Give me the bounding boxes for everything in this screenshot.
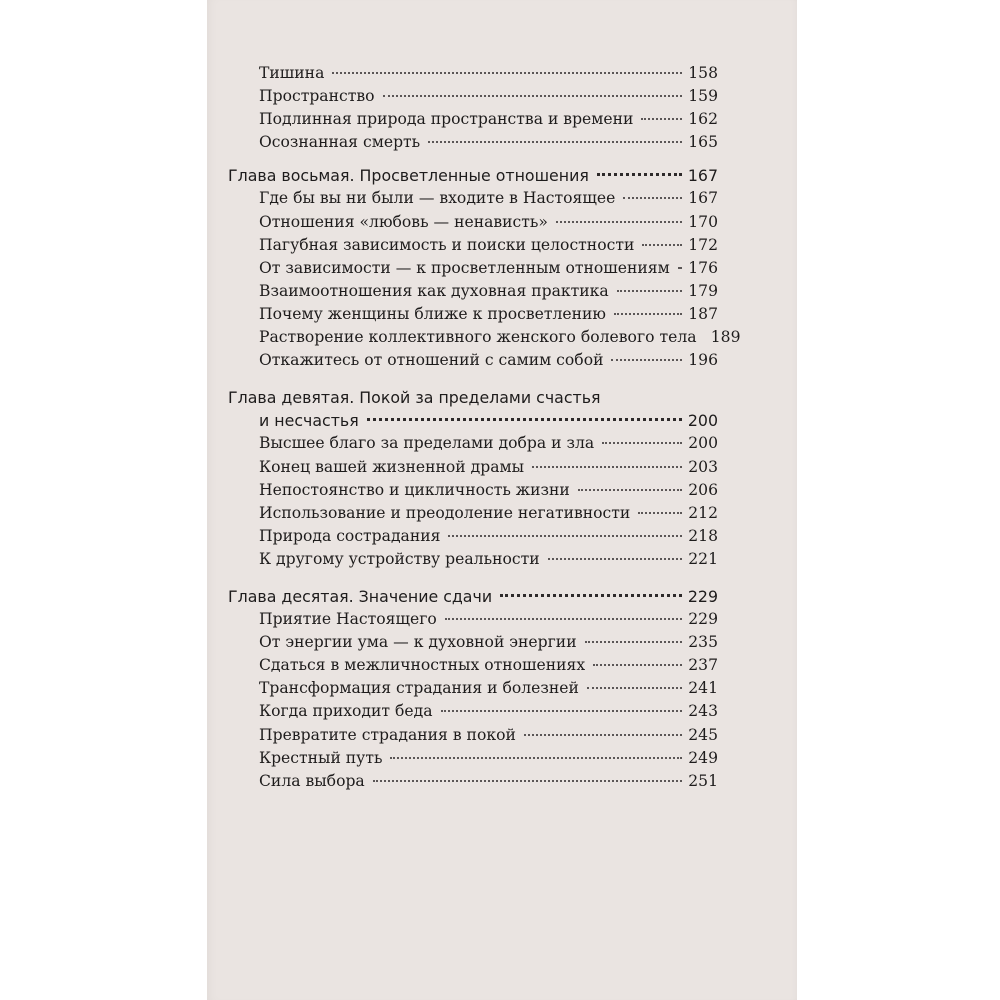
entry-page-number: 172	[688, 235, 718, 254]
entry-title: Крестный путь	[259, 748, 383, 767]
entry-page-number: 203	[688, 457, 718, 476]
chapter-heading	[228, 585, 718, 608]
entry-title: Превратите страдания в покой	[259, 725, 516, 744]
entry-title: Отношения «любовь — ненависть»	[259, 212, 548, 231]
entry-title: Тишина	[259, 64, 325, 82]
toc-entry	[228, 747, 718, 770]
chapter-title-continuation: и несчастья	[259, 411, 359, 431]
entry-title: Трансформация страдания и болезней	[259, 679, 579, 698]
entry-title: Растворение коллективного женского болевого тела	[259, 328, 697, 347]
chapter-heading	[228, 386, 718, 409]
toc-entry	[228, 257, 718, 280]
toc-entry	[228, 187, 718, 210]
entry-page-number: 241	[688, 679, 718, 698]
entry-title: Осознанная смерть	[259, 133, 421, 152]
entry-page-number: 229	[688, 610, 718, 629]
dot-leader	[638, 512, 682, 514]
dot-leader	[617, 290, 682, 292]
toc-entry	[228, 700, 718, 723]
dot-leader	[373, 780, 682, 782]
toc-entry	[228, 724, 718, 747]
toc-entry	[228, 108, 718, 131]
entry-title: Взаимоотношения как духовная практика	[259, 281, 609, 300]
entry-title: Когда приходит беда	[259, 702, 433, 721]
chapter-heading-continuation	[228, 409, 718, 432]
toc-entry	[228, 326, 741, 349]
toc-entry	[228, 62, 718, 85]
dot-leader	[642, 244, 682, 246]
entry-title: Конец вашей жизненной драмы	[259, 457, 525, 476]
dot-leader	[587, 687, 682, 689]
chapter-title: Глава десятая. Значение сдачи	[228, 586, 493, 606]
entry-title: Непостоянство и цикличность жизни	[259, 480, 570, 499]
entry-title: Откажитесь от отношений с самим собой	[259, 351, 604, 370]
entry-title: Сдаться в межличностных отношениях	[259, 656, 586, 675]
toc-entry	[228, 280, 718, 303]
entry-page-number: 212	[688, 503, 718, 522]
dot-leader	[602, 442, 682, 444]
entry-page-number: 218	[688, 526, 718, 545]
entry-page-number: 176	[688, 258, 718, 277]
entry-title: Сила выбора	[259, 771, 365, 790]
entry-title: К другому устройству реальности	[259, 549, 540, 568]
toc-entry	[228, 654, 718, 677]
dot-leader	[441, 710, 682, 712]
toc-entry	[228, 677, 718, 700]
entry-page-number: 245	[688, 725, 718, 744]
toc-entry	[228, 131, 718, 154]
dot-leader	[524, 734, 682, 736]
entry-page-number: 189	[710, 328, 741, 347]
chapter-page-number: 167	[687, 166, 718, 186]
toc-entry	[228, 349, 718, 372]
entry-title: Почему женщины ближе к просветлению	[259, 304, 606, 323]
toc-entry	[228, 456, 718, 479]
dot-leader	[448, 535, 682, 537]
toc-entry	[228, 479, 718, 502]
dot-leader	[585, 641, 682, 643]
entry-page-number: 243	[688, 702, 718, 721]
entry-page-number: 235	[688, 633, 718, 652]
entry-page-number: 237	[688, 656, 718, 675]
toc-entry	[228, 432, 718, 455]
dot-leader	[500, 594, 682, 597]
dot-leader	[532, 466, 682, 468]
entry-page-number: 206	[688, 480, 718, 499]
dot-leader	[390, 757, 682, 759]
entry-title: Пространство	[259, 87, 375, 106]
entry-title: От энергии ума — к духовной энергии	[259, 633, 577, 652]
entry-page-number: 162	[688, 110, 718, 129]
toc-entry	[228, 234, 718, 257]
entry-title: Высшее благо за пределами добра и зла	[259, 434, 595, 453]
entry-title: Где бы вы ни были — входите в Настоящее	[259, 189, 616, 208]
dot-leader	[548, 558, 682, 560]
toc-entry	[228, 525, 718, 548]
dot-leader	[332, 72, 682, 74]
dot-leader	[614, 313, 682, 315]
entry-page-number: 170	[688, 212, 718, 231]
dot-leader	[678, 267, 682, 269]
toc-entry	[228, 770, 718, 793]
entry-page-number: 159	[688, 87, 718, 106]
entry-title: Использование и преодоление негативности	[259, 503, 631, 522]
entry-page-number: 221	[688, 549, 718, 568]
dot-leader	[641, 118, 682, 120]
toc-entry	[228, 211, 718, 234]
entry-page-number: 251	[688, 771, 718, 790]
entry-page-number: 196	[688, 351, 718, 370]
dot-leader	[597, 173, 682, 176]
dot-leader	[556, 221, 682, 223]
toc-entry	[228, 548, 718, 571]
chapter-heading	[228, 164, 718, 187]
dot-leader	[428, 141, 682, 143]
entry-page-number: 249	[688, 748, 718, 767]
entry-title: Приятие Настоящего	[259, 610, 437, 629]
entry-page-number: 158	[688, 64, 718, 82]
toc-entry	[228, 303, 718, 326]
entry-page-number: 200	[688, 434, 718, 453]
toc-entry	[228, 608, 718, 631]
entry-page-number: 187	[688, 304, 718, 323]
dot-leader	[593, 664, 682, 666]
dot-leader	[611, 359, 682, 361]
toc-entry	[228, 631, 718, 654]
dot-leader	[623, 197, 682, 199]
chapter-title: Глава восьмая. Просветленные отношения	[228, 166, 589, 186]
chapter-title: Глава девятая. Покой за пределами счастья	[228, 388, 601, 408]
entry-title: Подлинная природа пространства и времени	[259, 110, 634, 129]
toc-entry	[228, 85, 718, 108]
table-of-contents	[228, 62, 741, 793]
toc-entry	[228, 502, 718, 525]
entry-title: Пагубная зависимость и поиски целостности	[259, 235, 635, 254]
chapter-page-number: 200	[687, 411, 718, 431]
entry-title: Природа сострадания	[259, 526, 441, 545]
chapter-page-number: 229	[687, 586, 718, 606]
dot-leader	[578, 489, 682, 491]
entry-page-number: 179	[688, 281, 718, 300]
entry-page-number: 167	[688, 189, 718, 208]
entry-page-number: 165	[688, 133, 718, 152]
dot-leader	[383, 95, 682, 97]
entry-title: От зависимости — к просветленным отношениям	[259, 258, 670, 277]
dot-leader	[445, 618, 682, 620]
dot-leader	[367, 418, 682, 421]
